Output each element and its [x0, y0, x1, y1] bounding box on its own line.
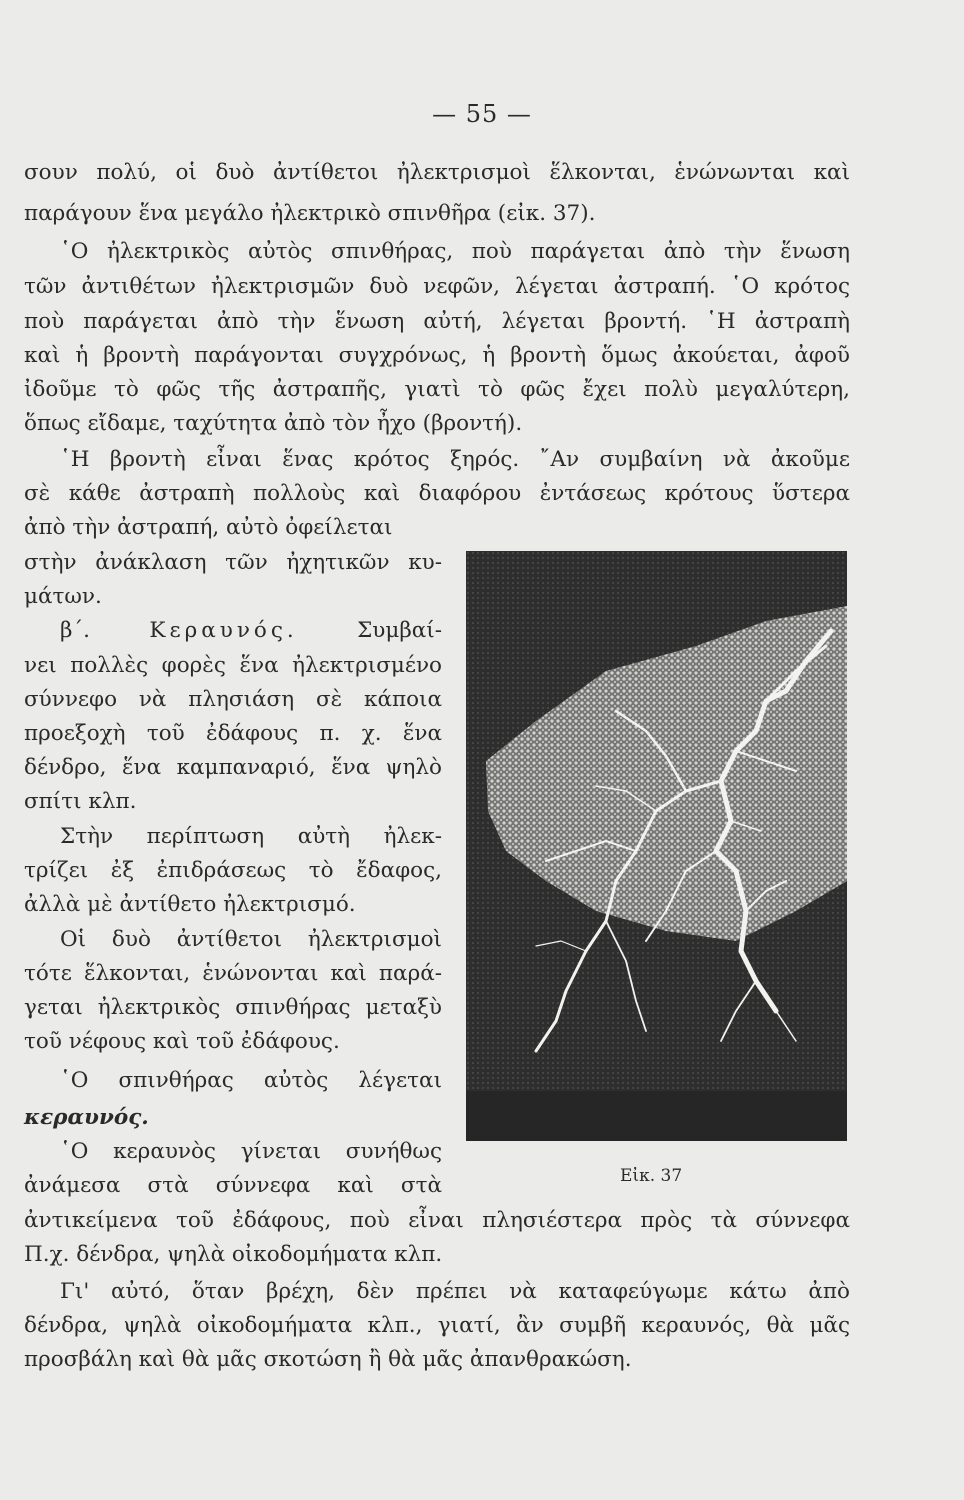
section-number: β΄. [60, 618, 91, 643]
text-line: γεται ἠλεκτρικὸς σπινθήρας μεταξὺ [24, 995, 442, 1020]
section-title: Κεραυνός. [149, 618, 298, 643]
text-line: ῾Ο κεραυνὸς γίνεται συνήθως [60, 1139, 442, 1164]
text-line: δένδρα, ψηλὰ οἰκοδομήματα κλπ., γιατί, ἂν συμβῆ κεραυνός, θὰ μᾶς [24, 1313, 850, 1338]
text-line: ῾Ο σπινθήρας αὐτὸς λέγεται [60, 1068, 442, 1093]
text-line: νει πολλὲς φορὲς ἕνα ἠλεκτρισμένο [24, 653, 442, 678]
lightning-photograph [466, 551, 847, 1141]
figure-caption: Εἰκ. 37 [620, 1166, 683, 1186]
text-line: ἀλλὰ μὲ ἀντίθετο ἠλεκτρισμό. [24, 892, 356, 917]
text-line: μάτων. [24, 584, 102, 609]
text-line: παράγουν ἕνα μεγάλο ἠλεκτρικὸ σπινθῆρα (εἰκ. 37). [24, 201, 596, 226]
text-line: ῾Η βροντὴ εἶναι ἕνας κρότος ξηρός. ῎Αν συμβαίνη νὰ ἀκοῦμε [60, 447, 850, 472]
text-line: ἀντικείμενα τοῦ ἐδάφους, ποὺ εἶναι πλησιέστερα πρὸς τὰ σύννεφα [24, 1208, 850, 1233]
text-line: ποὺ παράγεται ἀπὸ τὴν ἕνωση αὐτή, λέγεται βροντή. ῾Η ἀστραπὴ [24, 309, 850, 334]
text-line: δένδρο, ἕνα καμπαναριό, ἕνα ψηλὸ [24, 755, 442, 780]
text-line: ὅπως εἴδαμε, ταχύτητα ἀπὸ τὸν ἦχο (βροντή). [24, 411, 523, 436]
text-line: τότε ἕλκονται, ἑνώνονται καὶ παρά- [24, 961, 442, 986]
text-line-emphasis: κεραυνός. [24, 1105, 149, 1130]
text-line: σπίτι κλπ. [24, 789, 137, 814]
text-line: σύννεφο νὰ πλησιάση σὲ κάποια [24, 687, 442, 712]
text-line: ἀνάμεσα στὰ σύννεφα καὶ στὰ [24, 1173, 442, 1198]
text-line: προσβάλη καὶ θὰ μᾶς σκοτώση ἢ θὰ μᾶς ἀπανθρακώση. [24, 1347, 632, 1372]
text-line: προεξοχὴ τοῦ ἐδάφους π. χ. ἕνα [24, 721, 442, 746]
text-line: Στὴν περίπτωση αὐτὴ ἠλεκ- [60, 824, 442, 849]
text-line: τῶν ἀντιθέτων ἠλεκτρισμῶν δυὸ νεφῶν, λέγεται ἀστραπή. ῾Ο κρότος [24, 274, 850, 299]
text-line: Π.χ. δένδρα, ψηλὰ οἰκοδομήματα κλπ. [24, 1242, 443, 1267]
text-line: Οἱ δυὸ ἀντίθετοι ἠλεκτρισμοὶ [60, 927, 442, 952]
text-line: Γι' αὐτό, ὅταν βρέχη, δὲν πρέπει νὰ καταφεύγωμε κάτω ἀπὸ [60, 1279, 850, 1304]
lightning-image [466, 551, 847, 1141]
text-line: τρίζει ἐξ ἐπιδράσεως τὸ ἔδαφος, [24, 858, 442, 883]
text-line: τοῦ νέφους καὶ τοῦ ἐδάφους. [24, 1029, 340, 1054]
page-number: — 55 — [432, 100, 532, 128]
text-line: ἀπὸ τὴν ἀστραπή, αὐτὸ ὀφείλεται [24, 515, 393, 540]
text-line: ῾Ο ἠλεκτρικὸς αὐτὸς σπινθήρας, ποὺ παράγεται ἀπὸ τὴν ἕνωση [60, 239, 850, 264]
text-line: καὶ ἡ βροντὴ παράγονται συγχρόνως, ἡ βροντὴ ὅμως ἀκούεται, ἀφοῦ [24, 343, 850, 368]
text-line: σουν πολύ, οἱ δυὸ ἀντίθετοι ἠλεκτρισμοὶ ἕλκονται, ἑνώνωνται καὶ [24, 160, 850, 185]
section-heading-line [60, 616, 442, 646]
ground-horizon [466, 1091, 847, 1141]
text-line: ἰδοῦμε τὸ φῶς τῆς ἀστραπῆς, γιατὶ τὸ φῶς ἔχει πολὺ μεγαλύτερη, [24, 377, 850, 402]
text-fragment: Συμβαί- [357, 618, 442, 643]
text-line: σὲ κάθε ἀστραπὴ πολλοὺς καὶ διαφόρου ἐντάσεως κρότους ὕστερα [24, 481, 850, 506]
text-line: στὴν ἀνάκλαση τῶν ἠχητικῶν κυ- [24, 550, 442, 575]
